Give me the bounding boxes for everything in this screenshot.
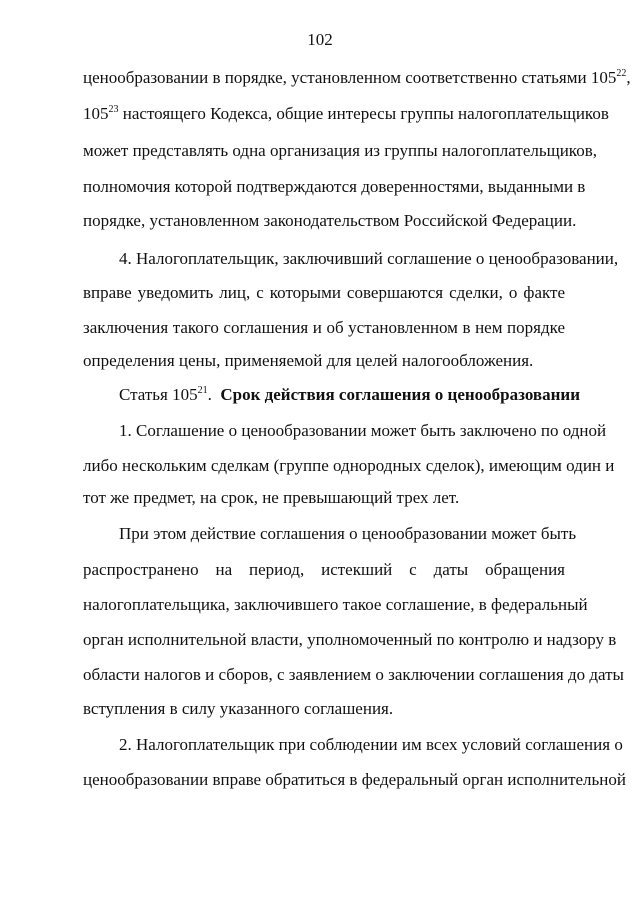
- paragraph-first-line: 4. Налогоплательщик, заключивший соглашение о ценообразовании,: [119, 249, 619, 268]
- text-line: распространено на период, истекший с даты обращения: [83, 560, 565, 579]
- text-line: вправе уведомить лиц, с которыми совершаются сделки, о факте: [83, 283, 565, 302]
- text-line: орган исполнительной власти, уполномоченный по контролю и надзору в: [83, 630, 617, 649]
- text-line: ценообразовании в порядке, установленном соответственно статьями $105^{22}$,: [83, 68, 631, 87]
- article-heading: Статья $105^{21}$. Срок действия соглашения о ценообразовании: [119, 385, 580, 404]
- text-line: $105^{23}$ настоящего Кодекса, общие интересы группы налогоплательщиков: [83, 104, 609, 123]
- text-line: либо нескольким сделкам (группе однородных сделок), имеющим один и: [83, 456, 615, 475]
- paragraph-first-line: При этом действие соглашения о ценообразовании может быть: [119, 524, 577, 543]
- article-title: Срок действия соглашения о ценообразовании: [220, 385, 580, 404]
- text-line: тот же предмет, на срок, не превышающий трех лет.: [83, 488, 460, 507]
- page-number: 102: [307, 30, 333, 49]
- text-line: определения цены, применяемой для целей налогообложения.: [83, 351, 534, 370]
- text-line: налогоплательщика, заключившего такое соглашение, в федеральный: [83, 595, 588, 614]
- text-line: может представлять одна организация из группы налогоплательщиков,: [83, 141, 597, 160]
- text-line: заключения такого соглашения и об установленном в нем порядке: [83, 318, 565, 337]
- text-line: области налогов и сборов, с заявлением о заключении соглашения до даты: [83, 665, 624, 684]
- text-line: вступления в силу указанного соглашения.: [83, 699, 394, 718]
- text-line: ценообразовании вправе обратиться в федеральный орган исполнительной: [83, 770, 626, 789]
- paragraph-first-line: 1. Соглашение о ценообразовании может быть заключено по одной: [119, 421, 607, 440]
- text-line: полномочия которой подтверждаются доверенностями, выданными в: [83, 177, 586, 196]
- text-line: порядке, установленном законодательством Российской Федерации.: [83, 211, 577, 230]
- paragraph-first-line: 2. Налогоплательщик при соблюдении им всех условий соглашения о: [119, 735, 623, 754]
